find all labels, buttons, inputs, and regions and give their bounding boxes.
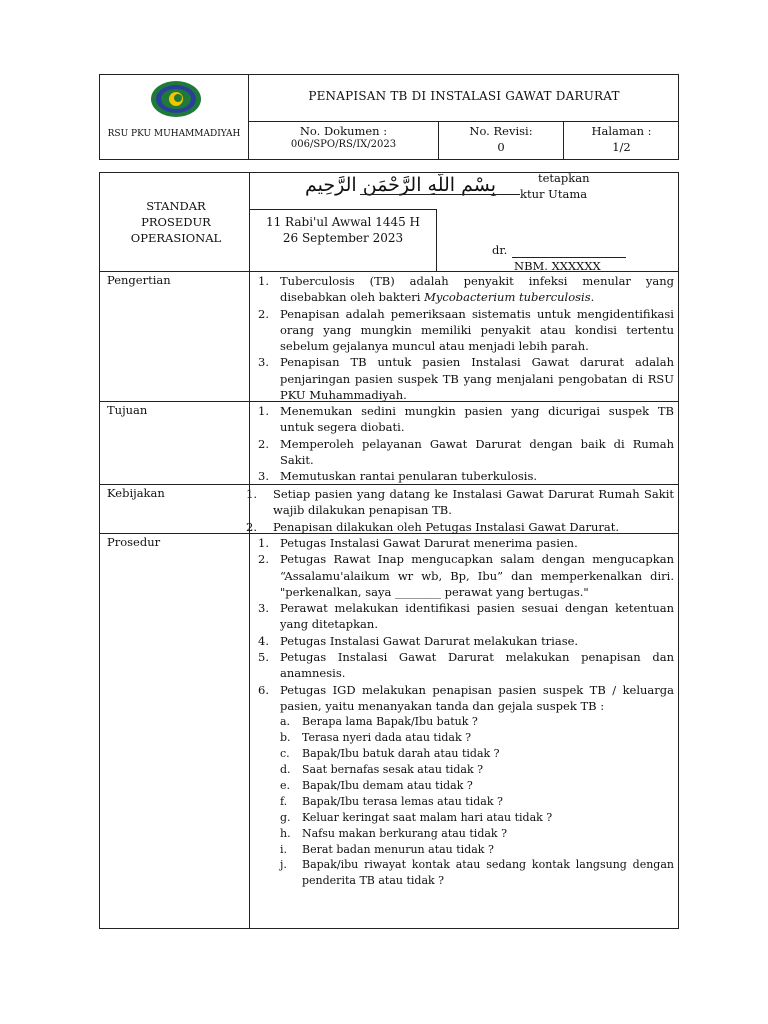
list-item: i. Berat badan menurun atau tidak ? [280,842,494,856]
doc-number-label: No. Dokumen : [299,124,388,138]
document-title: PENAPISAN TB DI INSTALASI GAWAT DARURAT [308,89,620,103]
ditetapkan-text: tetapkan [538,171,590,185]
list-item: 1. Setiap pasien yang datang ke Instalasi Gawat Darurat Rumah Sakit wajib dilakukan penapisan TB. [246,487,674,518]
revision-label: No. Revisi: [469,124,533,138]
list-item: 2. Penapisan adalah pemeriksaan sistematis untuk mengidentifikasi orang yang mungkin memiliki penyakit atau kondisi tertentu sebelum gejalanya muncul atau menjadi lebih parah. [258,306,674,354]
section-prosedur [252,535,674,889]
list-item: 1. Tuberculosis (TB) adalah penyakit infeksi menular yang disebabkan oleh bakteri Mycobacterium tuberculosis. [258,274,674,305]
list-item: 3. Penapisan TB untuk pasien Instalasi Gawat darurat adalah penjaringan pasien suspek TB yang menjalani pengobatan di RSU PKU Muhammadiyah. [258,355,674,403]
list-item: 1. Menemukan sedini mungkin pasien yang dicurigai suspek TB untuk segera diobati. [258,404,674,435]
section-pengertian [252,273,674,403]
list-item: 2. Petugas Rawat Inap mengucapkan salam dengan mengucapkan “Assalamu'alaikum wr wb, Bp, Ibu” dan memperkenalkan diri. "perkenalkan, saya ________ perawat yang bertugas." [258,552,674,599]
symptom-question-list [280,714,674,889]
basmalah-calligraphy: بِسْمِ اللَّهِ الرَّحْمَنِ الرَّحِيمِ [305,174,496,196]
doc-number-value: 006/SPO/RS/IX/2023 [290,139,397,150]
section-label-prosedur: Prosedur [107,535,161,549]
list-item: b. Terasa nyeri dada atau tidak ? [280,731,472,745]
list-item: e. Bapak/Ibu demam atau tidak ? [280,778,473,792]
page-label: Halaman : [591,124,652,138]
list-item: g. Keluar keringat saat malam hari atau tidak ? [280,810,553,824]
list-item: 1. Petugas Instalasi Gawat Darurat menerima pasien. [258,536,578,550]
section-label-kebijakan: Kebijakan [107,486,165,500]
list-item: 2. Penapisan dilakukan oleh Petugas Instalasi Gawat Darurat. [246,519,620,534]
list-item: h. Nafsu makan berkurang atau tidak ? [280,826,507,840]
hospital-logo [149,80,203,118]
section-label-tujuan: Tujuan [107,403,148,417]
list-item: 6. Petugas IGD melakukan penapisan pasien suspek TB / keluarga pasien, yaitu menanyakan tanda dan gejala suspek TB : [258,682,674,713]
hospital-name: RSU PKU MUHAMMADIYAH [107,129,241,139]
list-item: c. Bapak/Ibu batuk darah atau tidak ? [280,747,500,761]
signatory-dr: dr. [492,243,508,257]
list-item: d. Saat bernafas sesak atau tidak ? [280,762,484,776]
list-item: 3. Memutuskan rantai penularan tuberkulosis. [258,469,538,484]
list-item: a. Berapa lama Bapak/Ibu batuk ? [280,715,478,729]
signatory-nbm: NBM. XXXXXX [514,259,601,273]
sop-label: STANDAR PROSEDUR OPERASIONAL [130,199,222,245]
list-item: 4. Petugas Instalasi Gawat Darurat melakukan triase. [258,633,579,648]
date-masehi: 26 September 2023 [282,231,404,245]
direktur-text: ktur Utama [520,187,588,201]
section-tujuan [252,403,674,484]
list-item: 3. Perawat melakukan identifikasi pasien sesuai dengan ketentuan yang ditetapkan. [258,601,674,632]
date-hijri: 11 Rabi'ul Awwal 1445 H [265,215,421,229]
revision-value: 0 [497,140,505,154]
page-value: 1/2 [612,140,631,154]
list-item: f. Bapak/Ibu terasa lemas atau tidak ? [280,794,503,808]
list-item: 2. Memperoleh pelayanan Gawat Darurat dengan baik di Rumah Sakit. [258,436,674,467]
list-item: 5. Petugas Instalasi Gawat Darurat melakukan penapisan dan anamnesis. [258,650,674,681]
section-label-pengertian: Pengertian [107,273,171,287]
list-item: j. Bapak/ibu riwayat kontak atau sedang kontak langsung dengan penderita TB atau tidak ? [280,858,674,888]
section-kebijakan [246,486,674,535]
